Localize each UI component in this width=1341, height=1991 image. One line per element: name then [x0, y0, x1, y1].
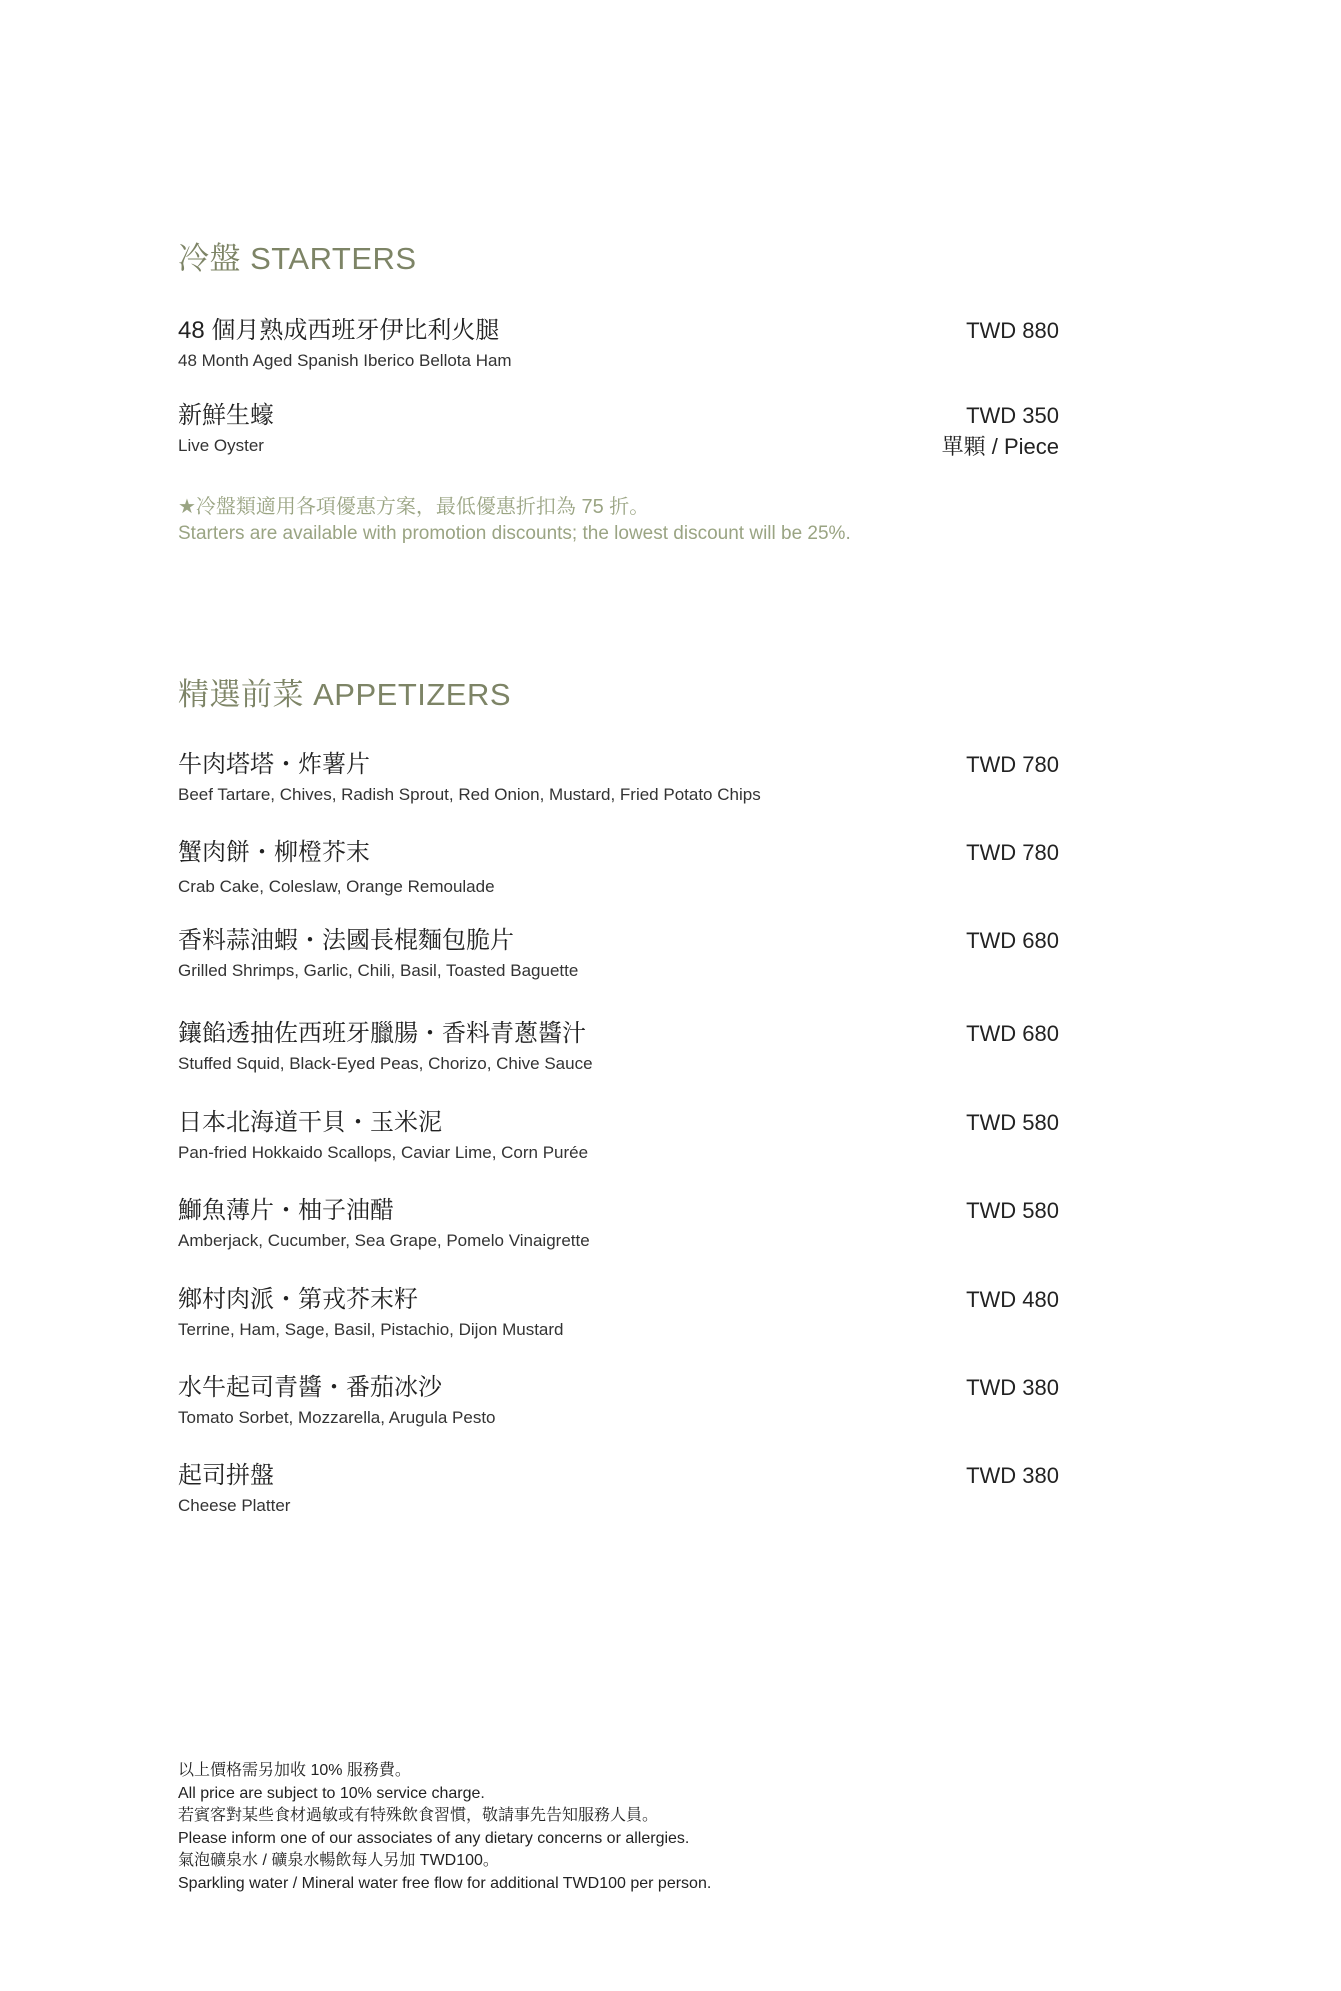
item-price: TWD 380: [966, 1375, 1059, 1400]
item-name-zh: 起司拼盤: [178, 1462, 274, 1489]
menu-item-grilled-shrimps: [178, 926, 1059, 982]
footer-water-zh: 氣泡礦泉水 / 礦泉水暢飲每人另加 TWD100。: [178, 1852, 499, 1869]
item-price: TWD 780: [966, 840, 1059, 865]
item-name-en: Stuffed Squid, Black-Eyed Peas, Chorizo, Chive Sauce: [178, 1054, 593, 1073]
footer-service-charge-zh: 以上價格需另加收 10% 服務費。: [178, 1762, 411, 1779]
footer-water-en: Sparkling water / Mineral water free flow for additional TWD100 per person.: [178, 1874, 712, 1892]
item-name-zh: 48 個月熟成西班牙伊比利火腿: [178, 317, 500, 344]
menu-item-crab-cake: [178, 838, 1059, 898]
item-price: TWD 680: [966, 928, 1059, 953]
menu-item-cheese-platter: [178, 1461, 1059, 1517]
menu-item-oyster: [178, 401, 1059, 457]
item-name-en: Crab Cake, Coleslaw, Orange Remoulade: [178, 877, 495, 896]
item-price: TWD 680: [966, 1021, 1059, 1046]
item-name-en: Terrine, Ham, Sage, Basil, Pistachio, Dijon Mustard: [178, 1320, 564, 1339]
appetizers-section-title: 精選前菜 APPETIZERS: [178, 677, 512, 712]
starters-section-title: 冷盤 STARTERS: [178, 241, 417, 276]
item-name-en: 48 Month Aged Spanish Iberico Bellota Ham: [178, 351, 512, 370]
item-name-zh: 蟹肉餅・柳橙芥末: [178, 839, 370, 866]
footer-notes: [178, 1760, 711, 1895]
item-name-zh: 牛肉塔塔・炸薯片: [178, 751, 370, 778]
item-name-en: Tomato Sorbet, Mozzarella, Arugula Pesto: [178, 1408, 496, 1427]
menu-item-amberjack: [178, 1196, 1059, 1252]
item-name-en: Live Oyster: [178, 436, 264, 455]
item-name-zh: 香料蒜油蝦・法國長棍麵包脆片: [178, 927, 514, 954]
menu-item-terrine: [178, 1285, 1059, 1341]
item-price: TWD 580: [966, 1198, 1059, 1223]
footer-allergy-en: Please inform one of our associates of any dietary concerns or allergies.: [178, 1829, 690, 1847]
item-name-en: Cheese Platter: [178, 1496, 291, 1515]
item-price: TWD 580: [966, 1110, 1059, 1135]
item-name-zh: 新鮮生蠔: [178, 402, 274, 429]
starters-promotion-note: [178, 493, 851, 547]
menu-item-beef-tartare: [178, 750, 1059, 806]
item-name-en: Pan-fried Hokkaido Scallops, Caviar Lime, Corn Purée: [178, 1143, 589, 1162]
note-en: Starters are available with promotion discounts; the lowest discount will be 25%.: [178, 523, 851, 544]
item-price: TWD 480: [966, 1287, 1059, 1312]
item-name-en: Beef Tartare, Chives, Radish Sprout, Red Onion, Mustard, Fried Potato Chips: [178, 785, 761, 804]
item-name-zh: 日本北海道干貝・玉米泥: [178, 1109, 442, 1136]
item-name-en: Grilled Shrimps, Garlic, Chili, Basil, Toasted Baguette: [178, 961, 579, 980]
item-name-zh: 水牛起司青醬・番茄冰沙: [178, 1374, 442, 1401]
item-price-unit: 單顆 / Piece: [941, 434, 1059, 459]
item-name-en: Amberjack, Cucumber, Sea Grape, Pomelo Vinaigrette: [178, 1231, 590, 1250]
item-price: TWD 880: [966, 318, 1059, 343]
note-zh: ★冷盤類適用各項優惠方案，最低優惠折扣為 75 折。: [178, 496, 650, 518]
item-name-zh: 鑲餡透抽佐西班牙臘腸・香料青蔥醬汁: [178, 1020, 586, 1047]
menu-item-hokkaido-scallops: [178, 1108, 1059, 1164]
item-name-zh: 鄉村肉派・第戎芥末籽: [178, 1286, 418, 1313]
item-price: TWD 350: [966, 403, 1059, 428]
item-price: TWD 380: [966, 1463, 1059, 1488]
item-price: TWD 780: [966, 752, 1059, 777]
menu-item-stuffed-squid: [178, 1019, 1059, 1075]
item-name-zh: 鰤魚薄片・柚子油醋: [178, 1197, 394, 1224]
menu-item-tomato-sorbet: [178, 1373, 1059, 1429]
footer-service-charge-en: All price are subject to 10% service charge.: [178, 1784, 485, 1802]
footer-allergy-zh: 若賓客對某些食材過敏或有特殊飲食習慣，敬請事先告知服務人員。: [178, 1807, 659, 1824]
menu-item-iberico-ham: [178, 316, 1059, 372]
